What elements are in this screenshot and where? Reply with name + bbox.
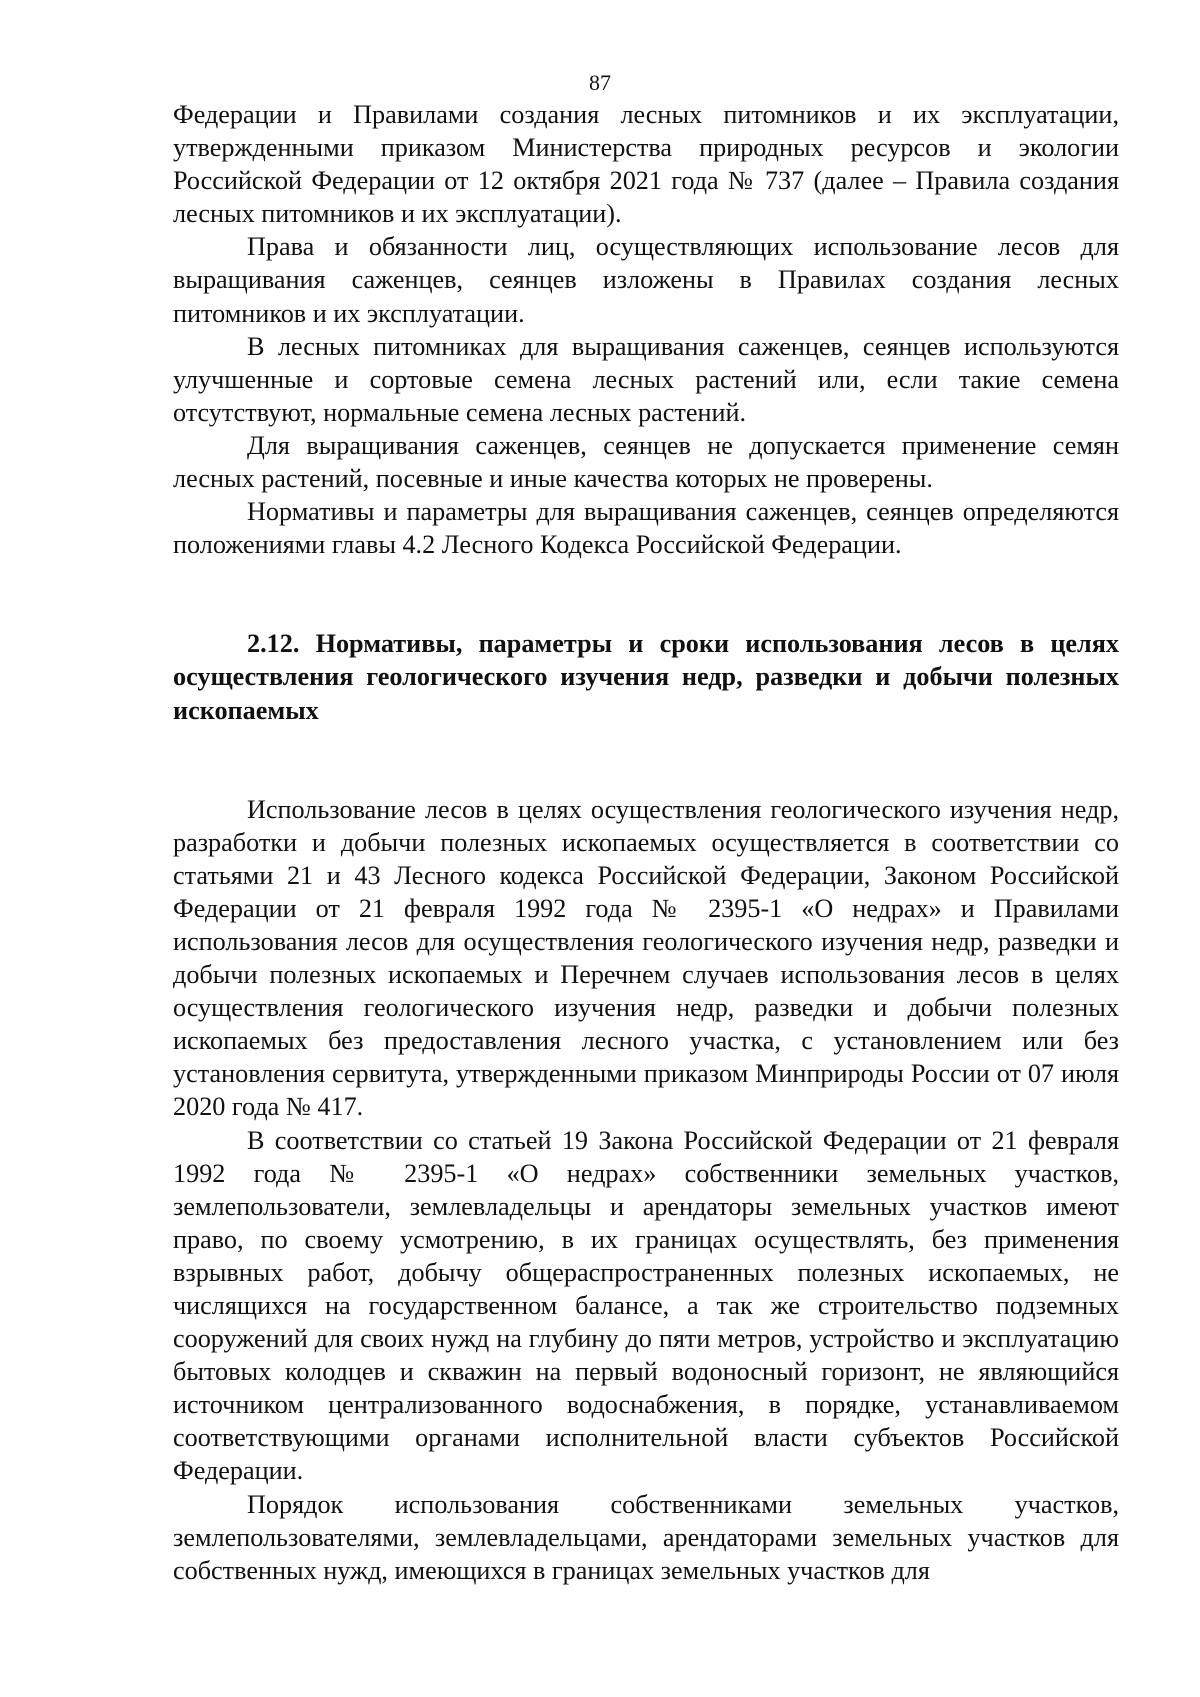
paragraph: Нормативы и параметры для выращивания саженцев, сеянцев определяются положениями главы 4.2 Лесного Кодекса Российской Федерации. <box>173 497 1119 560</box>
paragraph: Порядок использования собственниками земельных участков, землепользователями, землевладельцами, арендаторами земельных участков для собственных нужд, имеющихся в границах земельных участков для <box>173 1489 1119 1585</box>
paragraph: В соответствии со статьей 19 Закона Российской Федерации от 21 февраля 1992 года № 2395-1 «О недрах» собственники земельных участков, землепользователи, землевладельцы и арендаторы земельных участков имеют право, по своему усмотрению, в их границах осуществлять, без применения взрывных работ, добычу общераспространенных полезных ископаемых, не числящихся на государственном балансе, а так же строительство подземных сооружений для своих нужд на глубину до пяти метров, устройство и эксплуатацию бытовых колодцев и скважин на первый водоносный горизонт, не являющийся источником централизованного водоснабжения, в порядке, устанавливаемом соответствующими органами исполнительной власти субъектов Российской Федерации. <box>173 1125 1119 1486</box>
document-body <box>173 98 1119 1587</box>
paragraph: В лесных питомниках для выращивания саженцев, сеянцев используются улучшенные и сортовые семена лесных растений или, если такие семена отсутствуют, нормальные семена лесных растений. <box>173 331 1119 427</box>
paragraph: Использование лесов в целях осуществления геологического изучения недр, разработки и добычи полезных ископаемых осуществляется в соответствии со статьями 21 и 43 Лесного кодекса Российской Федерации, Законом Российской Федерации от 21 февраля 1992 года № 2395-1 «О недрах» и Правилами использования лесов для осуществления геологического изучения недр, разведки и добычи полезных ископаемых и Перечнем случаев использования лесов в целях осуществления геологического изучения недр, разведки и добычи полезных ископаемых без предоставления лесного участка, с установлением или без установления сервитута, утвержденными приказом Минприроды России от 07 июля 2020 года № 417. <box>173 794 1119 1122</box>
paragraph: Федерации и Правилами создания лесных питомников и их эксплуатации, утвержденными приказом Министерства природных ресурсов и экологии Российской Федерации от 12 октября 2021 года № 737 (далее – Правила создания лесных питомников и их эксплуатации). <box>173 100 1119 229</box>
page-number: 87 <box>589 70 611 95</box>
paragraph: Для выращивания саженцев, сеянцев не допускается применение семян лесных растений, посевные и иные качества которых не проверены. <box>173 430 1119 494</box>
section-heading: 2.12. Нормативы, параметры и сроки использования лесов в целях осуществления геологического изучения недр, разведки и добычи полезных ископаемых <box>173 629 1119 725</box>
paragraph: Права и обязанности лиц, осуществляющих использование лесов для выращивания саженцев, сеянцев изложены в Правилах создания лесных питомников и их эксплуатации. <box>173 232 1119 328</box>
